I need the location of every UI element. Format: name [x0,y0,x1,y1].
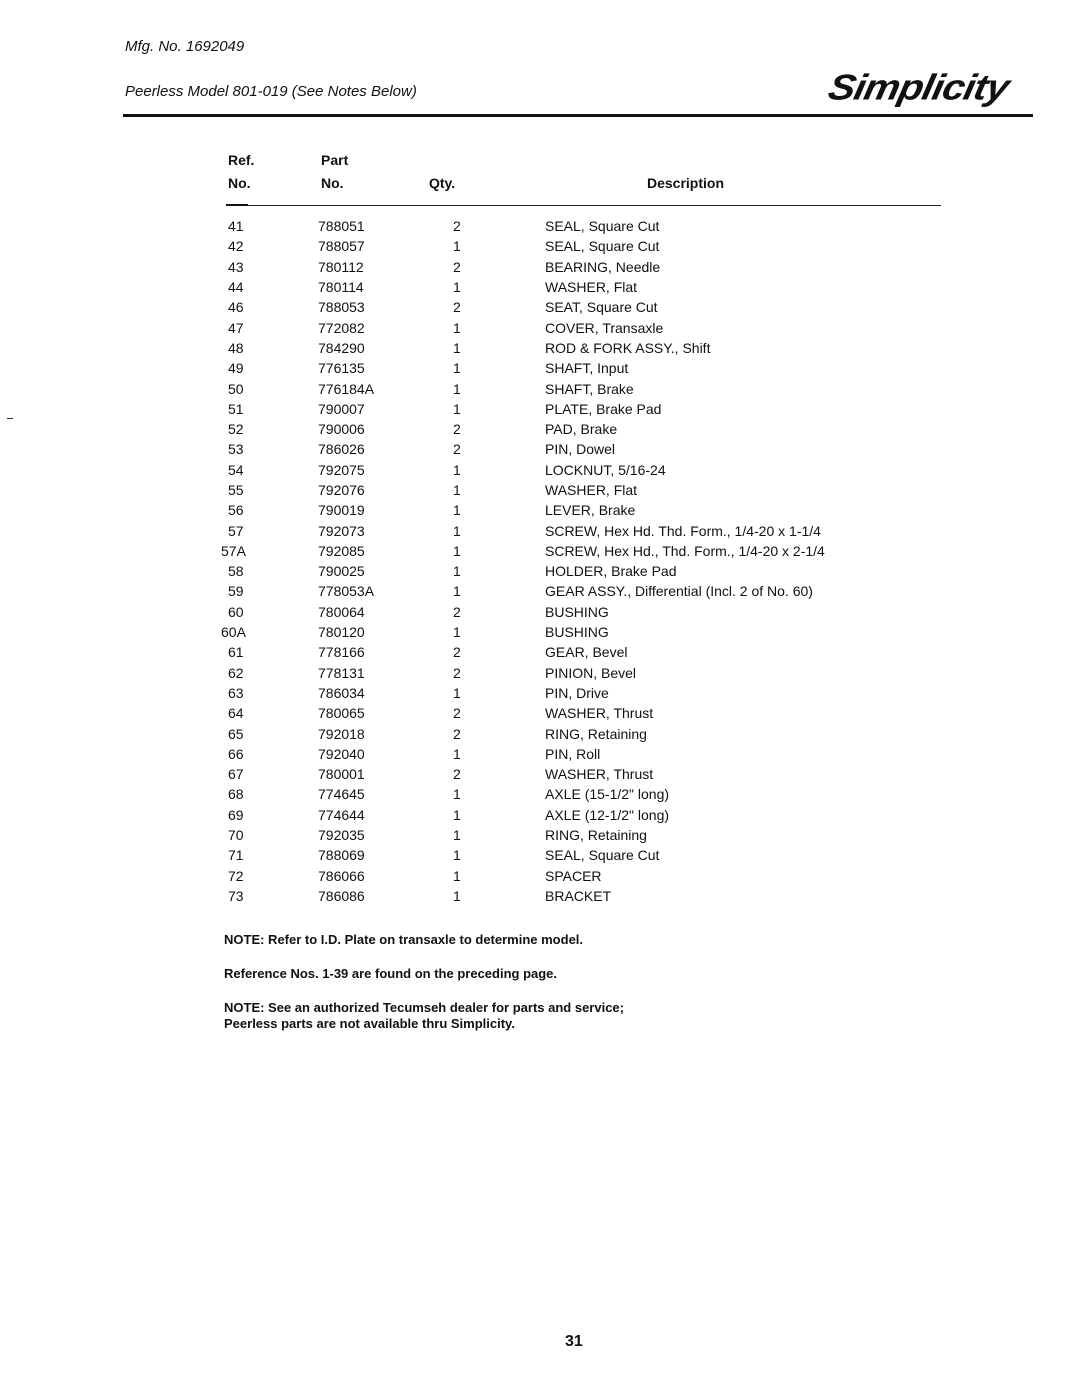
table-row [210,378,825,398]
ref-cell: 70 [228,827,244,844]
description-cell: RING, Retaining [545,725,647,742]
description-cell: SEAL, Square Cut [545,218,660,235]
col-header-description: Description [647,175,725,191]
col-header-ref-line2: No. [228,175,251,191]
table-row [210,561,825,581]
part-number-cell: 786026 [318,441,365,458]
ref-cell: 50 [228,380,244,397]
description-cell: ROD & FORK ASSY., Shift [545,339,711,356]
qty-cell: 1 [453,583,461,600]
ref-cell: 65 [228,725,244,742]
part-number-cell: 790007 [318,400,365,417]
ref-cell: 60 [228,603,244,620]
table-row [210,663,825,683]
description-cell: SCREW, Hex Hd., Thd. Form., 1/4-20 x 2-1/4 [545,542,825,559]
description-cell: AXLE (15-1/2" long) [545,786,670,803]
simplicity-logo: Simplicity [824,68,1013,108]
qty-cell: 1 [453,482,461,498]
description-cell: WASHER, Flat [545,279,638,296]
col-header-qty: Qty. [429,175,456,191]
table-row [210,277,825,297]
qty-cell: 2 [453,766,461,783]
part-number-cell: 784290 [318,339,365,356]
description-cell: GEAR, Bevel [545,644,628,661]
table-row [210,216,825,236]
part-number-cell: 790019 [318,502,365,519]
part-number-cell: 774644 [318,806,365,823]
part-number-cell: 788057 [318,238,365,255]
qty-cell: 1 [453,563,461,580]
qty-cell: 1 [453,360,461,377]
ref-cell: 57 [228,522,244,539]
qty-cell: 1 [453,827,461,844]
table-row [210,399,825,419]
part-number-cell: 786086 [318,887,365,904]
description-cell: PIN, Roll [545,745,601,762]
description-cell: GEAR ASSY., Differential (Incl. 2 of No. 60) [545,583,813,600]
ref-cell: 66 [228,745,244,762]
table-row [210,866,825,886]
ref-cell: 42 [228,238,244,255]
description-cell: WASHER, Thrust [545,705,654,722]
ref-cell: 59 [228,583,244,600]
table-row [210,602,825,622]
table-row [210,764,825,784]
qty-cell: 1 [453,522,461,539]
col-header-part-line1: Part [321,152,349,168]
ref-cell: 54 [228,461,244,478]
description-cell: BRACKET [545,887,612,904]
part-number-cell: 790006 [318,421,365,438]
ref-cell: 68 [228,786,244,803]
table-row [210,845,825,865]
part-number-cell: 780064 [318,603,365,620]
part-number-cell: 774645 [318,786,365,803]
qty-cell: 1 [453,238,461,255]
table-row [210,622,825,642]
description-cell: COVER, Transaxle [545,319,664,336]
qty-cell: 2 [453,725,461,742]
description-cell: PLATE, Brake Pad [545,400,662,417]
description-cell: RING, Retaining [545,827,647,844]
description-cell: WASHER, Flat [545,482,638,498]
note-id-plate: NOTE: Refer to I.D. Plate on transaxle to determine model. [224,932,584,947]
qty-cell: 1 [453,887,461,904]
description-cell: PIN, Drive [545,684,609,701]
table-row [210,642,825,662]
table-row [210,358,825,378]
part-number-cell: 788053 [318,299,365,316]
qty-cell: 1 [453,745,461,762]
ref-cell: 57A [221,542,246,559]
page-number: 31 [565,1333,583,1350]
table-row [210,825,825,845]
description-cell: HOLDER, Brake Pad [545,563,677,580]
ref-cell: 73 [228,887,244,904]
table-row [210,460,825,480]
table-row [210,297,825,317]
qty-cell: 1 [453,279,461,296]
table-row [210,683,825,703]
description-cell: SEAL, Square Cut [545,847,660,864]
parts-table [210,216,825,906]
description-cell: PAD, Brake [545,421,618,438]
qty-cell: 1 [453,847,461,864]
part-number-cell: 792018 [318,725,365,742]
table-row [210,338,825,358]
table-row [210,257,825,277]
description-cell: WASHER, Thrust [545,766,654,783]
qty-cell: 1 [453,339,461,356]
description-cell: SHAFT, Brake [545,380,634,397]
qty-cell: 1 [453,319,461,336]
part-number-cell: 780112 [318,258,364,275]
description-cell: SEAT, Square Cut [545,299,658,316]
ref-cell: 44 [228,279,244,296]
part-number-cell: 792075 [318,461,365,478]
table-row [210,805,825,825]
qty-cell: 1 [453,461,461,478]
table-row [210,541,825,561]
table-row [210,744,825,764]
qty-cell: 2 [453,421,461,438]
table-header-divider [226,205,941,206]
part-number-cell: 792085 [318,542,365,559]
part-number-cell: 776135 [318,360,365,377]
table-row [210,419,825,439]
table-row [210,703,825,723]
part-number-cell: 780120 [318,624,365,641]
qty-cell: 2 [453,299,461,316]
description-cell: SPACER [545,867,602,884]
qty-cell: 1 [453,542,461,559]
table-row [210,236,825,256]
part-number-cell: 786034 [318,684,365,701]
ref-cell: 64 [228,705,244,722]
ref-cell: 58 [228,563,244,580]
part-number-cell: 780065 [318,705,365,722]
description-cell: LOCKNUT, 5/16-24 [545,461,666,478]
description-cell: SEAL, Square Cut [545,238,660,255]
model-title: Peerless Model 801-019 (See Notes Below) [125,83,417,100]
description-cell: SCREW, Hex Hd. Thd. Form., 1/4-20 x 1-1/4 [545,522,821,539]
table-row [210,886,825,906]
qty-cell: 2 [453,705,461,722]
mfg-number: Mfg. No. 1692049 [125,38,245,55]
col-header-ref-line1: Ref. [228,152,255,168]
qty-cell: 1 [453,624,461,641]
table-row [210,439,825,459]
ref-cell: 69 [228,806,244,823]
margin-mark [7,418,13,419]
qty-cell: 2 [453,441,461,458]
description-cell: SHAFT, Input [545,360,629,377]
table-row [210,500,825,520]
ref-cell: 67 [228,766,244,783]
table-row [210,784,825,804]
part-number-cell: 792035 [318,827,365,844]
table-row [210,581,825,601]
description-cell: LEVER, Brake [545,502,636,519]
ref-cell: 43 [228,258,244,275]
part-number-cell: 792073 [318,522,365,539]
part-number-cell: 780001 [318,766,365,783]
qty-cell: 1 [453,502,461,519]
qty-cell: 1 [453,380,461,397]
note-reference-nos: Reference Nos. 1-39 are found on the preceding page. [224,966,558,981]
header-divider [123,114,1033,117]
qty-cell: 2 [453,644,461,661]
ref-cell: 46 [228,299,244,316]
part-number-cell: 788069 [318,847,365,864]
qty-cell: 1 [453,400,461,417]
part-number-cell: 778053A [318,583,375,600]
part-number-cell: 792076 [318,482,365,498]
ref-cell: 71 [228,847,244,864]
ref-cell: 55 [228,482,244,498]
note-tecumseh-dealer: NOTE: See an authorized Tecumseh dealer for parts and service; Peerless parts are not available thru Simplicity. [224,1000,624,1031]
ref-cell: 52 [228,421,244,438]
ref-cell: 61 [228,644,244,661]
qty-cell: 1 [453,786,461,803]
notes-section [224,932,664,1050]
ref-cell: 49 [228,360,244,377]
qty-cell: 2 [453,603,461,620]
qty-cell: 1 [453,867,461,884]
part-number-cell: 792040 [318,745,365,762]
part-number-cell: 780114 [318,279,364,296]
description-cell: BEARING, Needle [545,258,661,275]
col-header-part-line2: No. [321,175,344,191]
part-number-cell: 772082 [318,319,365,336]
description-cell: PINION, Bevel [545,664,637,681]
part-number-cell: 788051 [318,218,365,235]
qty-cell: 2 [453,258,461,275]
ref-cell: 48 [228,339,244,356]
part-number-cell: 790025 [318,563,365,580]
ref-cell: 47 [228,319,244,336]
ref-cell: 72 [228,867,244,884]
part-number-cell: 778166 [318,644,365,661]
description-cell: PIN, Dowel [545,441,616,458]
ref-cell: 41 [228,218,244,235]
ref-cell: 53 [228,441,244,458]
part-number-cell: 778131 [318,664,365,681]
description-cell: AXLE (12-1/2" long) [545,806,670,823]
ref-cell: 63 [228,684,244,701]
qty-cell: 2 [453,218,461,235]
ref-cell: 62 [228,664,244,681]
table-row [210,317,825,337]
part-number-cell: 786066 [318,867,365,884]
ref-cell: 51 [228,400,244,417]
table-row [210,480,825,500]
ref-cell: 60A [221,624,246,641]
table-row [210,723,825,743]
qty-cell: 2 [453,664,461,681]
description-cell: BUSHING [545,624,609,641]
table-row [210,520,825,540]
ref-cell: 56 [228,502,244,519]
part-number-cell: 776184A [318,380,375,397]
table-header-divider-accent [226,204,248,206]
description-cell: BUSHING [545,603,609,620]
qty-cell: 1 [453,684,461,701]
qty-cell: 1 [453,806,461,823]
